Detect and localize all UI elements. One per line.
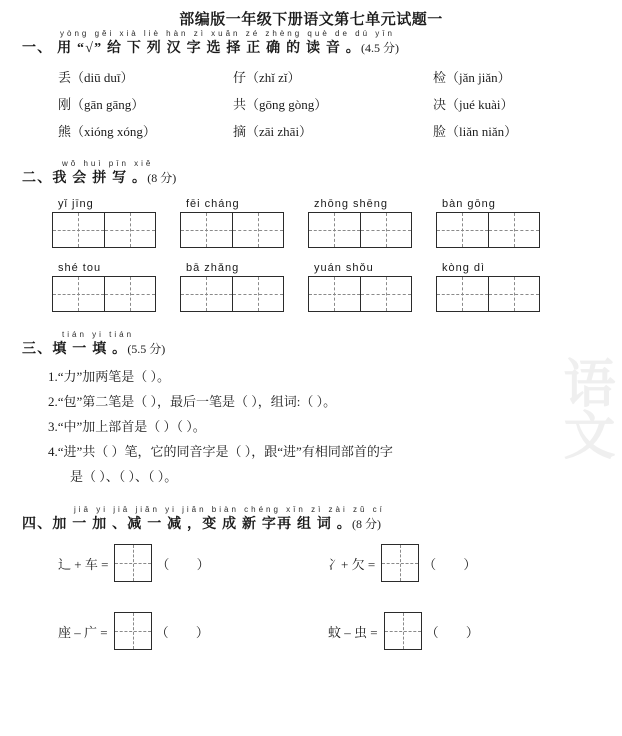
word-blank[interactable]: （ ） — [155, 624, 221, 640]
writing-grid-row — [52, 262, 600, 312]
section-four-score: (8 分) — [352, 517, 381, 531]
exam-page — [0, 8, 622, 736]
grid-pinyin: zhōng shēng — [314, 198, 388, 210]
tianzige-cell[interactable] — [232, 277, 284, 311]
tianzige-box[interactable] — [52, 276, 156, 312]
writing-grid-item — [308, 198, 436, 248]
section-one-heading — [22, 39, 600, 58]
section-two-heading — [22, 169, 600, 188]
section-four-heading — [22, 515, 600, 534]
section-two-pinyin: wǒ huì pīn xiě — [62, 159, 154, 168]
writing-grid-item — [436, 262, 564, 312]
tianzige-cell[interactable] — [437, 213, 488, 247]
choice-item[interactable]: 决（jué kuài） — [433, 97, 514, 112]
tianzige-cell[interactable] — [104, 213, 156, 247]
section-one-heading-text: 一、 用 “√” 给 下 列 汉 字 选 择 正 确 的 读 音 。 — [22, 41, 361, 56]
choice-row — [22, 91, 600, 118]
tianzige-cell[interactable] — [232, 213, 284, 247]
grid-pinyin: fēi cháng — [186, 198, 240, 210]
fill-in-item-continued[interactable]: 是（ ）、（ ）、（ ）。 — [70, 469, 178, 484]
choice-item[interactable]: 熊（xióng xóng） — [58, 124, 156, 139]
grid-pinyin: bàn gōng — [442, 198, 496, 210]
tianzige-box[interactable] — [180, 212, 284, 248]
fill-in-list — [22, 364, 600, 489]
word-blank[interactable]: （ ） — [156, 556, 222, 572]
tianzige-cell[interactable] — [53, 277, 104, 311]
equation-text: 座 – 广 = — [58, 624, 108, 640]
page-title: 部编版一年级下册语文第七单元试题一 — [179, 12, 443, 28]
tianzige-cell[interactable] — [360, 277, 412, 311]
section-three-pinyin: tián yi tián — [62, 330, 135, 339]
writing-grids — [22, 198, 600, 312]
fill-in-item[interactable]: 1.“力”加两笔是（ ）。 — [48, 369, 171, 384]
section-four-pinyin: jiā yi jiā jiǎn yi jiǎn biàn chéng xīn zì zài zǔ cí — [74, 505, 385, 514]
writing-grid-item — [308, 262, 436, 312]
tianzige-cell[interactable] — [309, 277, 360, 311]
add-subtract-item — [328, 544, 598, 582]
section-one-rows — [22, 64, 600, 145]
tianzige-cell[interactable] — [360, 213, 412, 247]
writing-grid-item — [180, 198, 308, 248]
section-three-heading — [22, 340, 600, 359]
section-one — [22, 29, 600, 145]
word-blank[interactable]: （ ） — [423, 556, 489, 572]
writing-grid-row — [52, 198, 600, 248]
watermark-text: 语文 — [555, 356, 612, 460]
grid-pinyin: yuán shǒu — [314, 262, 374, 274]
tianzige-cell[interactable] — [437, 277, 488, 311]
section-four — [22, 505, 600, 650]
tianzige-box[interactable] — [308, 276, 412, 312]
tianzige-cell[interactable] — [181, 213, 232, 247]
add-subtract-rows — [22, 544, 600, 650]
answer-box[interactable] — [381, 544, 419, 582]
choice-item[interactable]: 脸（liǎn niǎn） — [433, 124, 518, 139]
choice-item[interactable]: 共（gōng gòng） — [233, 97, 328, 112]
section-three — [22, 330, 600, 489]
section-two-heading-text: 二、我 会 拼 写 。 — [22, 171, 148, 186]
grid-pinyin: yǐ jīng — [58, 198, 94, 210]
answer-box[interactable] — [114, 612, 152, 650]
fill-in-item[interactable]: 2.“包”第二笔是（ ），最后一笔是（ ），组词:（ ）。 — [48, 394, 337, 409]
writing-grid-item — [180, 262, 308, 312]
tianzige-box[interactable] — [436, 212, 540, 248]
writing-grid-item — [52, 198, 180, 248]
fill-in-item[interactable]: 3.“中”加上部首是（ ）（ ）。 — [48, 419, 206, 434]
equation-text: 蚊 – 虫 = — [328, 624, 378, 640]
grid-pinyin: kòng dì — [442, 262, 486, 274]
equation-text: 冫+ 欠 = — [328, 556, 376, 572]
section-four-heading-text: 四、加 一 加 、减 一 减 ，变 成 新 字再 组 词 。 — [22, 517, 352, 532]
answer-box[interactable] — [384, 612, 422, 650]
grid-pinyin: bā zhǎng — [186, 262, 240, 274]
tianzige-cell[interactable] — [181, 277, 232, 311]
grid-pinyin: shé tou — [58, 262, 102, 274]
add-subtract-row — [58, 544, 600, 582]
tianzige-cell[interactable] — [104, 277, 156, 311]
tianzige-box[interactable] — [308, 212, 412, 248]
section-one-score: (4.5 分) — [360, 41, 399, 55]
section-three-heading-text: 三、填 一 填 。 — [22, 342, 128, 357]
tianzige-box[interactable] — [436, 276, 540, 312]
choice-item[interactable]: 丢（diū duī） — [58, 70, 134, 85]
tianzige-cell[interactable] — [488, 213, 540, 247]
tianzige-cell[interactable] — [488, 277, 540, 311]
add-subtract-item — [328, 612, 598, 650]
choice-item[interactable]: 检（jǎn jiǎn） — [433, 70, 511, 85]
fill-in-item[interactable]: 4.“进”共（ ）笔，它的同音字是（ ），跟“进”有相同部首的字 — [48, 444, 393, 459]
writing-grid-item — [436, 198, 564, 248]
answer-box[interactable] — [114, 544, 152, 582]
section-two-score: (8 分) — [147, 171, 177, 185]
choice-row — [22, 118, 600, 145]
choice-item[interactable]: 仔（zhǐ zǐ） — [233, 70, 301, 85]
choice-row — [22, 64, 600, 91]
choice-item[interactable]: 刚（gān gāng） — [58, 97, 145, 112]
add-subtract-item — [58, 612, 328, 650]
section-three-score: (5.5 分) — [127, 342, 166, 356]
equation-text: 辶 + 车 = — [58, 556, 109, 572]
section-two — [22, 159, 600, 312]
add-subtract-item — [58, 544, 328, 582]
tianzige-box[interactable] — [180, 276, 284, 312]
tianzige-cell[interactable] — [53, 213, 104, 247]
tianzige-cell[interactable] — [309, 213, 360, 247]
add-subtract-row — [58, 612, 600, 650]
tianzige-box[interactable] — [52, 212, 156, 248]
section-one-pinyin: yòng gěi xià liè hàn zì xuǎn zé zhèng què de dú yīn — [60, 29, 395, 38]
writing-grid-item — [52, 262, 180, 312]
choice-item[interactable]: 摘（zāi zhāi） — [233, 124, 313, 139]
word-blank[interactable]: （ ） — [425, 624, 491, 640]
